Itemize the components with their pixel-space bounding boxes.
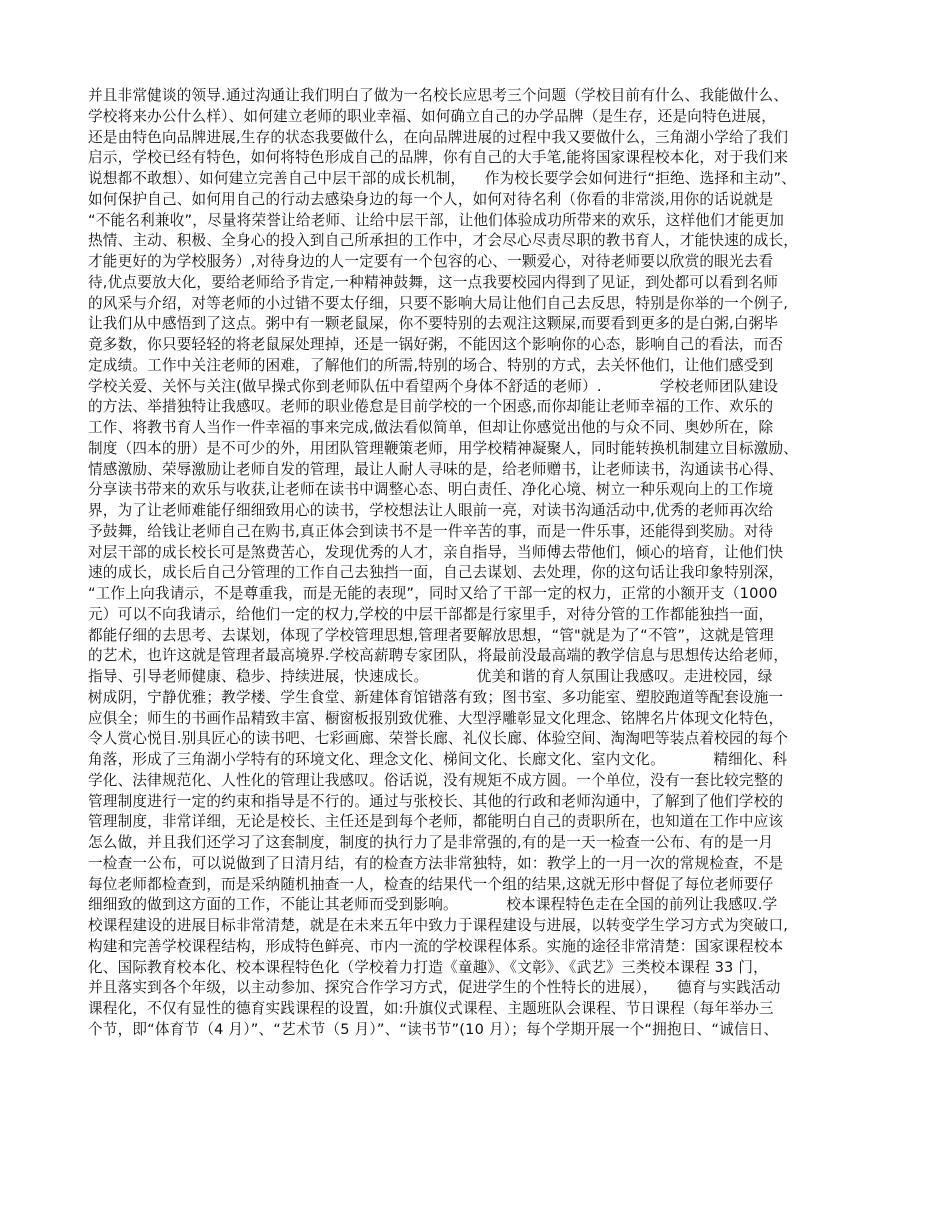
text-line: 界，为了让老师难能仔细细致用心的读书，学校想法让人眼前一亮，对读书沟通活动中,优秀的老师再次给 — [88, 502, 774, 519]
text-line: 一检查一公布，可以说做到了日清月结，有的检查方法非常独特，如：教学上的一月一次的常规检查，不是 — [88, 854, 784, 872]
text-line: 细细致的做到这方面的工作，不能让其老师而受到影响。 校本课程特色走在全国的前列让我感叹.学 — [88, 896, 778, 914]
text-line: 个节，即“体育节（4 月）”、“艺术节（5 月）”、“读书节”(10 月）；每个学期开展一个“拥抱日、“诚信日、 — [88, 1020, 779, 1038]
text-line: 分享读书带来的欢乐与收获,让老师在读书中调整心态、明白责任、净化心境、树立一种乐观向上的工作境 — [88, 481, 774, 499]
text-line: 元）可以不向我请示，给他们一定的权力,学校的中层干部都是行家里手，对待分管的工作都能独挡一面， — [88, 605, 774, 623]
text-line: “工作上向我请示，不是尊重我，而是无能的表现”，同时又给了干部一定的权力，正常的小额开支（1000 — [88, 585, 778, 602]
text-line: 管理制度进行一定的约束和指导是不行的。通过与张校长、其他的行政和老师沟通中，了解到了他们学校的 — [88, 792, 784, 810]
text-line: 的方法、举措独特让我感叹。老师的职业倦怠是目前学校的一个困惑,而你却能让老师幸福的工作、欢乐的 — [88, 398, 774, 416]
text-line: 才能更好的为学校服务）,对待身边的人一定要有一个包容的心、一颗爱心，对待老师要以欣赏的眼光去看 — [88, 253, 774, 270]
text-line: 怎么做，并且我们还学习了这套制度，制度的执行力了是非常强的,有的是一天一检查一公布、有的是一月 — [88, 834, 774, 851]
text-line: 并且落实到各个年级，以主动参加、探究合作学习方式，促进学生的个性特长的进展）， 德育与实践活动 — [88, 979, 781, 997]
text-line: 还是由特色向品牌进展,生存的状态我要做什么，在向品牌进展的过程中我又要做什么，三角湖小学给了我们 — [88, 128, 789, 146]
text-line: 并且非常健谈的领导.通过沟通让我们明白了做为一名校长应思考三个问题（学校目前有什么、我能做什么、 — [88, 87, 789, 104]
text-line: 对层干部的成长校长可是煞费苦心，发现优秀的人才，亲自指导，当师傅去带他们，倾心的培育，让他们快 — [88, 543, 784, 561]
text-line: 令人赏心悦目.别具匠心的读书吧、七彩画廊、荣誉长廊、礼仪长廊、体验空间、淘淘吧等装点着校园的每个 — [88, 730, 789, 748]
text-line: 待,优点要放大化，要给老师给予肯定,一种精神鼓舞，这一点我要校园内得到了见证，到处都可以看到名师 — [88, 273, 779, 291]
text-line: 工作、将教书育人当作一件幸福的事来完成,做法看似简单，但却让你感觉出他的与众不同、奥妙所在，除 — [88, 419, 774, 436]
text-line: 学校将来办公什么样）、如何建立老师的职业幸福、如何确立自己的办学品牌（是生存，还是向特色进展， — [88, 107, 777, 125]
text-line: 启示，学校已经有特色，如何将特色形成自己的品牌，你有自己的大手笔,能将国家课程校本化，对于我们来 — [88, 149, 789, 167]
text-line: 的艺术，也许这就是管理者最高境界.学校高薪聘专家团队，将最前没最高端的教学信息与思想传达给老师， — [88, 647, 789, 665]
text-line: 定成绩。工作中关注老师的困难，了解他们的所需,特别的场合、特别的方式，去关怀他们，让他们感受到 — [88, 356, 774, 374]
text-line: 予鼓舞，给钱让老师自己在购书,真正体会到读书不是一件辛苦的事，而是一件乐事，还能得到奖励。对待 — [88, 522, 774, 540]
text-line: 学校关爱、关怀与关注(做早操式你到老师队伍中看望两个身体不舒适的老师）. 学校老师团队建设 — [88, 377, 779, 395]
text-line: 热情、主动、积极、全身心的投入到自己所承担的工作中，才会尽心尽责尽职的教书育人，才能快速的成长， — [88, 232, 799, 250]
text-line: 竟多数，你只要轻轻的将老鼠屎处理掉，还是一锅好粥，不能因这个影响你的心态，影响自己的看法，而否 — [88, 336, 784, 353]
text-line: 情感激励、荣辱激励让老师自发的管理，最让人耐人寻味的是，给老师赠书，让老师读书，沟通读书心得、 — [88, 460, 784, 478]
text-line: 管理制度，非常详细，无论是校长、主任还是到每个老师，都能明白自己的责职所在，也知道在工作中应该 — [88, 813, 784, 831]
document-body — [88, 86, 878, 1041]
text-line: 化、国际教育校本化、校本课程特色化（学校着力打造《童趣》、《文彰》、《武艺》三类校本课程 33 门， — [88, 958, 768, 976]
text-line: 说想都不敢想）、如何建立完善自己中层干部的成长机制， 作为校长要学会如何进行“拒绝、选择和主动”、 — [88, 170, 797, 187]
text-line: 课程化，不仅有显性的德育实践课程的设置，如:升旗仪式课程、主题班队会课程、节日课程（每年举办三 — [88, 1000, 774, 1017]
text-line: 速的成长，成长后自己分管理的工作自己去独挡一面，自己去谋划、去处理，你的这句话让我印象特别深， — [88, 564, 784, 582]
text-line: 如何保护自己、如何用自己的行动去感染身边的每一个人，如何对待名利（你看的非常淡,用你的话说就是 — [88, 190, 774, 208]
text-line: 构建和完善学校课程结构，形成特色鲜亮、市内一流的学校课程体系。实施的途径非常清楚：国家课程校本 — [88, 937, 784, 955]
text-line: 每位老师都检查到，而是采纳随机抽查一人，检查的结果代一个组的结果,这就无形中督促了每位老师要仔 — [88, 875, 774, 893]
text-line: 学化、法律规范化、人性化的管理让我感叹。俗话说，没有规矩不成方圆。一个单位，没有一套比较完整的 — [88, 771, 784, 789]
text-line: 应俱全；师生的书画作品精致丰富、橱窗板报别致优雅、大型浮雕彰显文化理念、铭牌名片体现文化特色， — [88, 709, 784, 727]
text-line: 指导、引导老师健康、稳步、持续进展，快速成长。 优美和谐的育人氛围让我感叹。走进校园，绿 — [88, 668, 773, 685]
text-line: 树成阴，宁静优雅；教学楼、学生食堂、新建体育馆错落有致；图书室、多功能室、塑胶跑道等配套设施一 — [88, 688, 784, 706]
text-line: 都能仔细的去思考、去谋划，体现了学校管理思想,管理者要解放思想，“管"就是为了“不管”，这就是管理 — [88, 626, 774, 644]
text-line: 角落，形成了三角湖小学特有的环境文化、理念文化、梯间文化、长廊文化、室内文化。 精细化、科 — [88, 751, 788, 768]
text-line: 校课程建设的进展目标非常清楚，就是在未来五年中致力于课程建设与进展，以转变学生学习方式为突破口, — [88, 917, 789, 934]
text-line: 让我们从中感悟到了这点。粥中有一颗老鼠屎，你不要特别的去观注这颗屎,而要看到更多的是白粥,白粥毕 — [88, 315, 779, 333]
text-line: 制度（四本的册）是不可少的外，用团队管理鞭策老师，用学校精神凝聚人，同时能转换机制建立目标激励、 — [88, 439, 799, 457]
text-line: “不能名利兼收”，尽量将荣誉让给老师、让给中层干部，让他们体验成功所带来的欢乐，这样他们才能更加 — [88, 211, 785, 229]
text-line: 的风采与介绍，对等老师的小过错不要太仔细，只要不影响大局让他们自己去反思，特别是你举的一个例子, — [88, 294, 789, 312]
